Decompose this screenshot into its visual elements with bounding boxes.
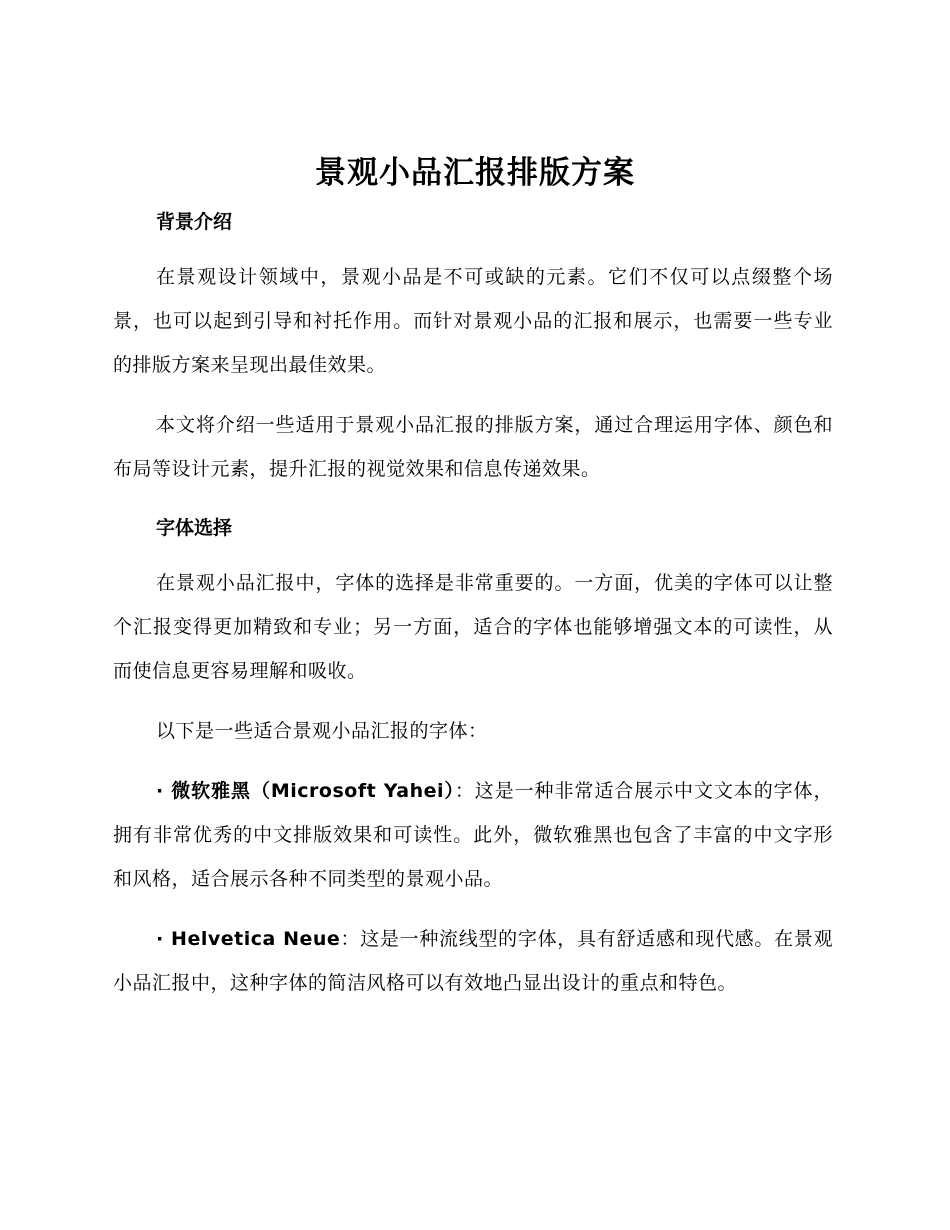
font-item-helvetica (113, 917, 833, 1005)
paragraph: 在景观小品汇报中，字体的选择是非常重要的。一方面，优美的字体可以让整个汇报变得更加精致和专业；另一方面，适合的字体也能够增强文本的可读性，从而使信息更容易理解和吸收。 (113, 572, 833, 682)
font-item-name: · Helvetica Neue (156, 928, 341, 950)
font-item-description: ：这是一种非常适合展示中文文本的字体，拥有非常优秀的中文排版效果和可读性。此外，微软雅黑也包含了丰富的中文字形和风格，适合展示各种不同类型的景观小品。 (113, 780, 833, 890)
document-body (113, 201, 833, 1005)
font-item-yahei (113, 769, 833, 901)
paragraph: 本文将介绍一些适用于景观小品汇报的排版方案，通过合理运用字体、颜色和布局等设计元素，提升汇报的视觉效果和信息传递效果。 (113, 414, 833, 480)
section-heading-font-choice: 字体选择 (156, 517, 233, 539)
paragraph: 在景观设计领域中，景观小品是不可或缺的元素。它们不仅可以点缀整个场景，也可以起到引导和衬托作用。而针对景观小品的汇报和展示，也需要一些专业的排版方案来呈现出最佳效果。 (113, 266, 833, 376)
font-item-name: · 微软雅黑（Microsoft Yahei） (156, 780, 455, 802)
paragraph: 以下是一些适合景观小品汇报的字体： (156, 720, 488, 742)
font-item-description: ：这是一种流线型的字体，具有舒适感和现代感。在景观小品汇报中，这种字体的简洁风格可以有效地凸显出设计的重点和特色。 (113, 928, 833, 994)
page-title: 景观小品汇报排版方案 (315, 155, 635, 191)
section-heading-background: 背景介绍 (156, 211, 233, 233)
